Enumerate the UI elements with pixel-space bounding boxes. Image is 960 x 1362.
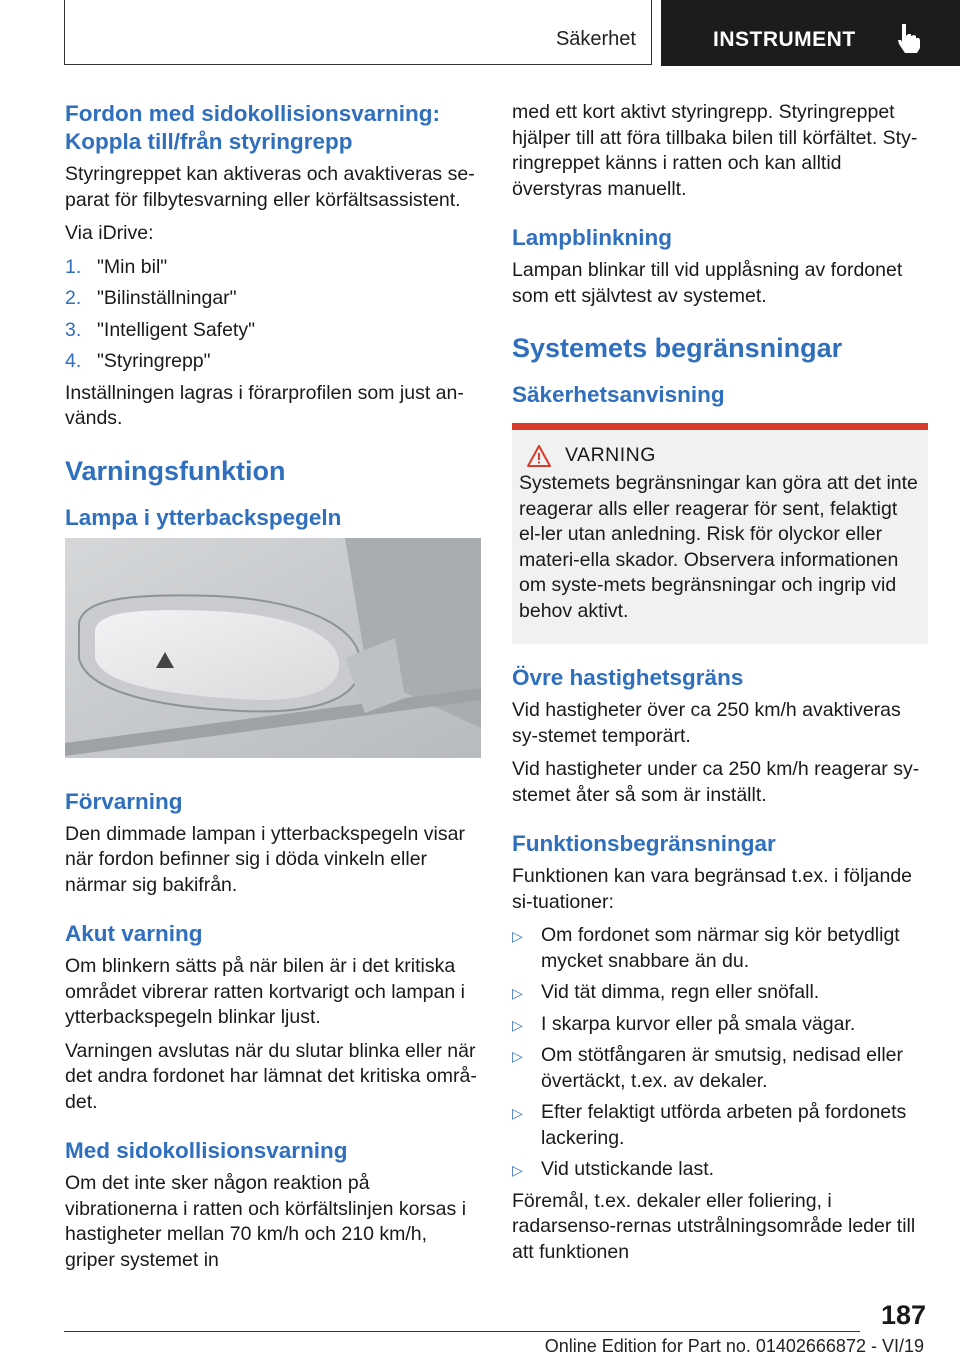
paragraph-speed-2: Vid hastigheter under ca 250 km/h reagerar sy-stemet åter så som är inställt. <box>512 758 920 806</box>
heading-mirror-lamp: Lampa i ytterbackspegeln <box>65 504 342 530</box>
right-column <box>512 100 928 1273</box>
heading-lamp-blink: Lampblinkning <box>512 225 672 250</box>
warning-triangle-icon <box>527 445 551 467</box>
side-mirror-illustration <box>65 538 481 758</box>
heading-function-limits: Funktionsbegränsningar <box>512 831 776 856</box>
list-item <box>65 286 481 312</box>
list-item: ▷ Efter felaktigt utförda arbeten på fordonets lackering. <box>512 1101 907 1149</box>
heading-system-limits: Systemets begränsningar <box>512 333 843 363</box>
header-divider-right <box>651 0 652 64</box>
step-number: 3. <box>65 318 82 341</box>
page-number: 187 <box>880 1300 926 1330</box>
header-section-title: Säkerhet <box>555 28 636 50</box>
paragraph-objects: Föremål, t.ex. dekaler eller foliering, i radarsenso-rernas utstrålningsområde leder till att funktionen <box>512 1189 916 1263</box>
step-text: "Min bil" <box>97 255 168 278</box>
footer-rule <box>64 1331 860 1332</box>
paragraph-steering: Styringreppet kan aktiveras och avaktiveras se-parat för filbytesvarning eller körfältsassistent. <box>65 163 475 211</box>
left-column <box>65 100 481 1281</box>
paragraph-lamp-blink: Lampan blinkar till vid upplåsning av fordonet som ett självtest av systemet. <box>512 259 903 307</box>
heading-prewarning: Förvarning <box>65 788 183 814</box>
step-text: "Bilinställningar" <box>97 287 237 309</box>
list-item: ▷ Vid tät dimma, regn eller snöfall. <box>512 980 928 1006</box>
warning-box <box>512 430 928 644</box>
step-text: "Intelligent Safety" <box>97 318 256 341</box>
paragraph-continued: med ett kort aktivt styringrepp. Styringreppet hjälper till att föra tillbaka bilen till körfältet. Sty-ringreppet känns i ratten och kan alltid överstyras manuellt. <box>512 101 918 200</box>
header-divider-left <box>64 0 65 64</box>
header-rule <box>64 64 652 65</box>
list-item: ▷ Vid utstickande last. <box>512 1157 928 1183</box>
paragraph-settings-saved: Inställningen lagras i förarprofilen som just an-vänds. <box>65 381 464 429</box>
list-item <box>65 255 481 281</box>
header-chapter-tab <box>661 0 960 66</box>
paragraph-acute-2: Varningen avslutas när du slutar blinka eller när det andra fordonet har lämnat det kritiska områ-det. <box>65 1039 477 1113</box>
step-number: 1. <box>65 255 82 278</box>
warning-rule <box>512 423 928 430</box>
list-item <box>65 349 481 375</box>
triangle-bullet-icon: ▷ <box>512 1105 523 1121</box>
triangle-bullet-icon: ▷ <box>512 1162 523 1178</box>
paragraph-via-idrive: Via iDrive: <box>65 222 154 244</box>
paragraph-side-collision: Om det inte sker någon reaktion på vibrationerna i ratten och körfältslinjen korsas i hastigheter mellan 70 km/h och 210 km/h, griper systemet in <box>65 1172 467 1271</box>
hand-pointer-icon <box>893 22 923 56</box>
triangle-bullet-icon: ▷ <box>512 1048 523 1064</box>
paragraph-speed-1: Vid hastigheter över ca 250 km/h avaktiveras sy-stemet temporärt. <box>512 699 901 747</box>
list-item <box>65 318 481 344</box>
step-text: "Styringrepp" <box>97 350 211 372</box>
list-item: ▷ Om fordonet som närmar sig kör betydligt mycket snabbare än du. <box>512 924 900 972</box>
heading-warning-function: Varningsfunktion <box>65 455 286 486</box>
heading-steering: Fordon med sidokollisionsvarning: Koppla till/från styringrepp <box>65 101 441 154</box>
limitations-list <box>512 923 928 1183</box>
list-item: ▷ I skarpa kurvor eller på smala vägar. <box>512 1012 928 1038</box>
idrive-steps-list <box>65 255 481 375</box>
triangle-bullet-icon: ▷ <box>512 985 523 1001</box>
footer-edition: Online Edition for Part no. 01402666872 - VI/19 <box>544 1336 924 1356</box>
heading-speed-limit: Övre hastighetsgräns <box>512 665 744 690</box>
list-item: ▷ Om stötfångaren är smutsig, nedisad eller övertäckt, t.ex. av dekaler. <box>512 1044 904 1092</box>
triangle-bullet-icon: ▷ <box>512 1016 523 1033</box>
warning-title: VARNING <box>565 444 656 466</box>
heading-acute-warning: Akut varning <box>65 921 203 946</box>
heading-safety-note: Säkerhetsanvisning <box>512 382 725 407</box>
triangle-bullet-icon: ▷ <box>512 928 523 944</box>
warning-text: Systemets begränsningar kan göra att det inte reagerar alls eller reagerar för sent, felaktigt el-ler utan anledning. Risk för olyckor eller materi-ella skador. Observera informationen om syste-mets begränsningar och ingrip vid behov aktivt. <box>519 472 918 622</box>
paragraph-acute-1: Om blinkern sätts på när bilen är i det kritiska området vibrerar ratten kortvarigt och lampan i ytterbackspegeln blinkar ljust. <box>65 955 465 1028</box>
paragraph-function-limits: Funktionen kan vara begränsad t.ex. i följande si-tuationer: <box>512 865 913 913</box>
heading-side-collision: Med sidokollisionsvarning <box>65 1138 348 1163</box>
paragraph-prewarning: Den dimmade lampan i ytterbackspegeln visar när fordon befinner sig i döda vinkeln eller närmar sig bakifrån. <box>65 822 465 896</box>
step-number: 4. <box>65 350 82 372</box>
step-number: 2. <box>65 287 82 309</box>
header-chapter-label: INSTRUMENT <box>713 28 856 51</box>
